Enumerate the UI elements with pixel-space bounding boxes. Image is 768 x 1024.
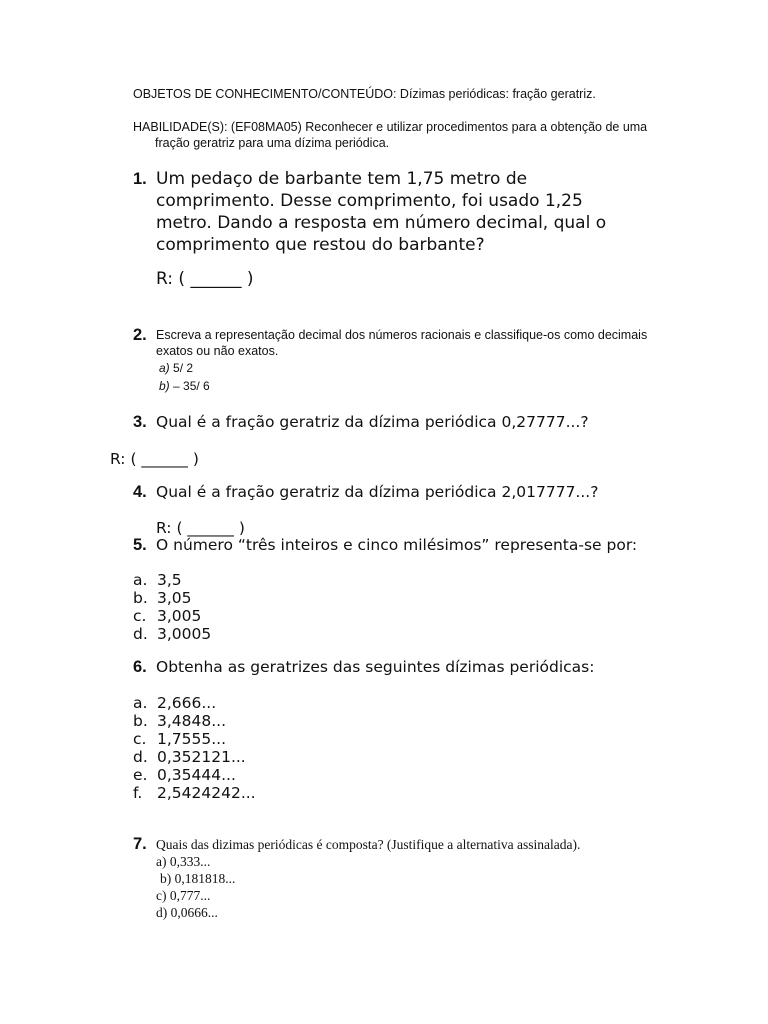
option: d. 0,352121... — [133, 748, 246, 766]
option: a. 2,666... — [133, 694, 217, 712]
option: a. 3,5 — [133, 571, 182, 589]
question-line: metro. Dando a resposta em número decimal, qual o — [156, 213, 607, 233]
list-item: b) – 35/ 6 — [159, 379, 210, 393]
option: b. 3,4848... — [133, 712, 227, 730]
option: c. 1,7555... — [133, 730, 227, 748]
question-text: Quais das dizimas periódicas é composta? (Justifique a alternativa assinalada). — [156, 837, 581, 852]
question-text: Qual é a fração geratriz da dízima periódica 2,017777...? — [156, 483, 599, 501]
question-line: Um pedaço de barbante tem 1,75 metro de — [156, 169, 528, 189]
option: e. 0,35444... — [133, 766, 236, 784]
question-number: 5. — [133, 536, 147, 554]
answer-blank: R: ( ______ ) — [110, 450, 199, 468]
question-line: comprimento. Desse comprimento, foi usado 1,25 — [156, 191, 583, 211]
skill-line-2: fração geratriz para uma dízima periódica. — [155, 136, 390, 150]
options-list — [133, 571, 211, 643]
option: b. 3,05 — [133, 589, 192, 607]
list-item: a) 5/ 2 — [159, 361, 194, 375]
option: b) 0,181818... — [160, 871, 236, 886]
option: d) 0,0666... — [156, 905, 218, 920]
question-line: exatos ou não exatos. — [156, 344, 279, 358]
option: c. 3,005 — [133, 607, 202, 625]
option: a) 0,333... — [156, 854, 211, 869]
question-line: Escreva a representação decimal dos números racionais e classifique-os como decimais — [156, 328, 648, 342]
question-number: 7. — [133, 835, 147, 853]
question-line: comprimento que restou do barbante? — [156, 235, 485, 255]
option: d. 3,0005 — [133, 625, 212, 643]
question-text — [156, 168, 606, 256]
question-text: O número “três inteiros e cinco milésimos” representa-se por: — [156, 536, 638, 554]
question-number: 1. — [133, 170, 147, 188]
option: f. 2,5424242... — [133, 784, 256, 802]
question-number: 3. — [133, 413, 147, 431]
question-text: Obtenha as geratrizes das seguintes dízimas periódicas: — [156, 658, 595, 676]
question-text: Qual é a fração geratriz da dízima periódica 0,27777...? — [156, 413, 589, 431]
content-objectives: OBJETOS DE CONHECIMENTO/CONTEÚDO: Dízimas periódicas: fração geratriz. — [133, 87, 596, 101]
question-number: 4. — [133, 483, 147, 501]
answer-blank: R: ( ______ ) — [156, 269, 254, 289]
question-number: 6. — [133, 658, 147, 676]
option: c) 0,777... — [156, 888, 211, 903]
answer-blank: R: ( ______ ) — [156, 519, 245, 537]
options-list — [133, 694, 256, 802]
skill-line-1: HABILIDADE(S): (EF08MA05) Reconhecer e utilizar procedimentos para a obtenção de uma — [133, 120, 648, 134]
question-number: 2. — [133, 326, 147, 344]
